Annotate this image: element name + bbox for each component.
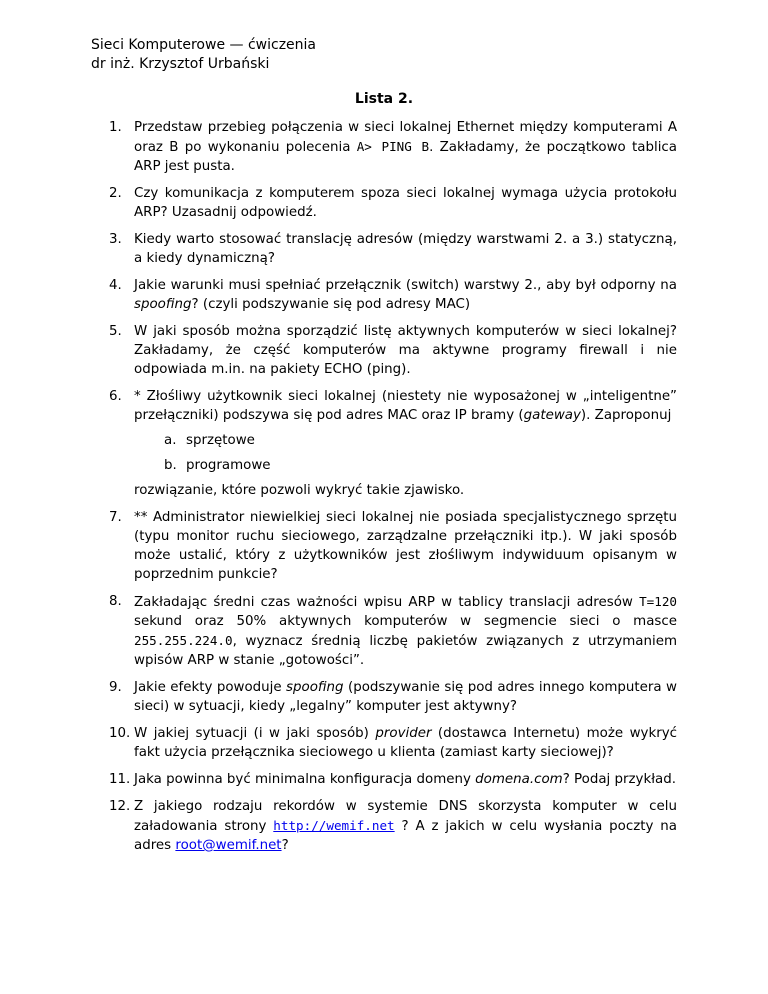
question-text: Jakie warunki musi spełniać przełącznik (switch) warstwy 2., aby był odporny na [134, 278, 677, 293]
emphasis-term: gateway [523, 408, 581, 423]
question-11 [109, 770, 677, 789]
question-5 [109, 322, 677, 379]
sub-option-letter: b. [164, 458, 177, 473]
question-number: 12. [109, 799, 131, 814]
question-8 [109, 592, 677, 670]
emphasis-term: domena.com [475, 772, 563, 787]
emphasis-term: spoofing [134, 297, 192, 312]
question-1 [109, 118, 677, 176]
question-number: 4. [109, 278, 122, 293]
question-text: Zakładając średni czas ważności wpisu ARP w tablicy translacji adresów [134, 595, 640, 610]
question-text: * Złośliwy użytkownik sieci lokalnej (niestety nie wyposażonej w „inteligentne” przełączniki) podszywa się pod adres MAC oraz IP bramy ( [134, 389, 677, 423]
question-3 [109, 230, 677, 268]
emphasis-term: provider [375, 726, 432, 741]
question-number: 3. [109, 232, 122, 247]
course-name: Sieci Komputerowe — ćwiczenia [91, 37, 316, 53]
question-text: . Zakładamy, że początkowo tablica ARP jest pusta. [134, 140, 677, 174]
sub-option-text: sprzętowe [186, 433, 255, 448]
question-number: 11. [109, 772, 131, 787]
question-number: 6. [109, 389, 122, 404]
question-text: Jakie efekty powoduje [134, 680, 287, 695]
sub-option-a [164, 431, 677, 450]
question-text: Jaka powinna być minimalna konfiguracja domeny [134, 772, 476, 787]
question-7 [109, 508, 677, 584]
question-6 [109, 387, 677, 500]
question-text: Kiedy warto stosować translację adresów (między warstwami 2. a 3.) statyczną, a kiedy dynamiczną? [134, 232, 677, 266]
sub-option-b [164, 456, 677, 475]
question-text: ). Zaproponuj [580, 408, 672, 423]
question-number: 1. [109, 120, 122, 135]
document-header [91, 36, 316, 74]
website-link[interactable]: http://wemif.net [273, 818, 395, 833]
question-number: 10. [109, 726, 131, 741]
question-text: W jakiej sytuacji (i w jaki sposób) [134, 726, 376, 741]
question-number: 5. [109, 324, 122, 339]
question-text: rozwiązanie, które pozwoli wykryć takie zjawisko. [134, 483, 465, 498]
question-text: , wyznacz średnią liczbę pakietów związanych z utrzymaniem wpisów ARP w stanie „gotowości”. [134, 634, 677, 668]
netmask-text: 255.255.224.0 [134, 633, 233, 648]
question-number: 2. [109, 186, 122, 201]
question-text: ? A z jakich w celu wysłania poczty na adres [134, 819, 677, 853]
question-list [109, 118, 677, 863]
question-text: ? (czyli podszywanie się pod adresy MAC) [191, 297, 471, 312]
question-text: ? [281, 838, 289, 853]
author-name: dr inż. Krzysztof Urbański [91, 56, 270, 72]
list-title: Lista 2. [354, 91, 414, 107]
question-number: 7. [109, 510, 122, 525]
question-text: (dostawca Internetu) może wykryć fakt użycia przełącznika sieciowego u klienta (zamiast karty sieciowej)? [134, 726, 678, 760]
question-text: ? Podaj przykład. [562, 772, 677, 787]
question-10 [109, 724, 677, 762]
formula-text: T=120 [639, 594, 677, 609]
sub-option-text: programowe [186, 458, 271, 473]
sub-options [134, 431, 677, 475]
question-text: Przedstaw przebieg połączenia w sieci lokalnej Ethernet między komputerami A oraz B po wykonaniu polecenia [134, 120, 677, 155]
question-number: 8. [109, 594, 122, 609]
question-text: (podszywanie się pod adres innego komputera w sieci) w sytuacji, kiedy „legalny” komputer jest aktywny? [134, 680, 677, 714]
question-text: Z jakiego rodzaju rekordów w systemie DNS skorzysta komputer w celu załadowania strony [134, 799, 677, 834]
question-12 [109, 797, 677, 855]
question-2 [109, 184, 677, 222]
question-text: ** Administrator niewielkiej sieci lokalnej nie posiada specjalistycznego sprzętu (typu monitor ruchu sieciowego, zarządzalne przełączniki itp.). W jaki sposób może ustalić, który z użytkowników jest złośliwym indywiduum opisanym w poprzednim punkcie? [134, 510, 677, 582]
command-text: A> PING B [356, 139, 430, 154]
question-9 [109, 678, 677, 716]
emphasis-term: spoofing [286, 680, 344, 695]
question-number: 9. [109, 680, 122, 695]
sub-option-letter: a. [164, 433, 177, 448]
email-link[interactable]: root@wemif.net [175, 838, 282, 853]
question-4 [109, 276, 677, 314]
question-text: W jaki sposób można sporządzić listę aktywnych komputerów w sieci lokalnej? Zakładamy, że część komputerów ma aktywne programy firewall i nie odpowiada m.in. na pakiety ECHO (ping). [134, 324, 677, 377]
question-text: sekund oraz 50% aktywnych komputerów w segmencie sieci o masce [134, 614, 677, 629]
question-text: Czy komunikacja z komputerem spoza sieci lokalnej wymaga użycia protokołu ARP? Uzasadnij odpowiedź. [134, 186, 677, 220]
